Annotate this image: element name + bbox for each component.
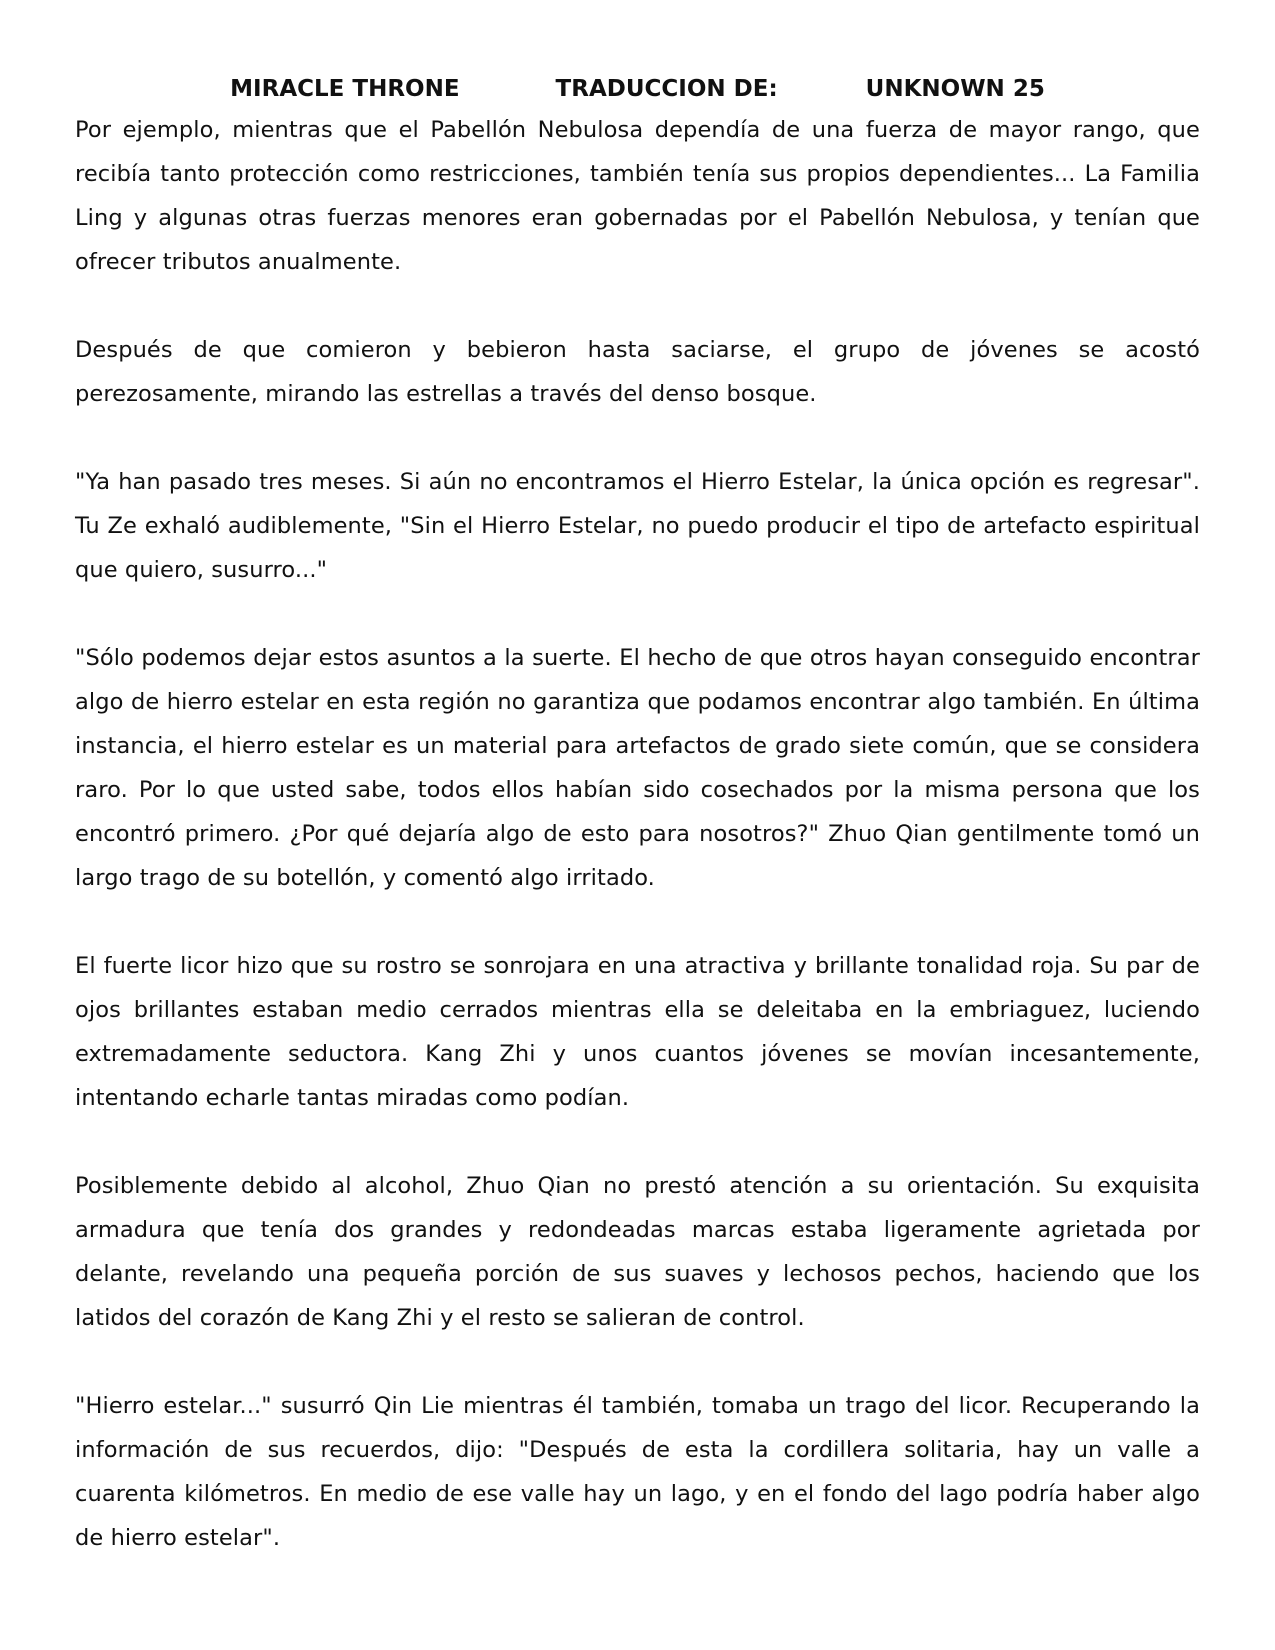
paragraph-3: "Ya han pasado tres meses. Si aún no encontramos el Hierro Estelar, la única opción es regresar". Tu Ze exhaló audiblemente, "Sin el Hierro Estelar, no puedo producir el tipo de artefacto espiritual que quiero, susurro..." bbox=[75, 469, 1200, 583]
page-header bbox=[75, 70, 1200, 108]
paragraph-2: Después de que comieron y bebieron hasta saciarse, el grupo de jóvenes se acostó perezosamente, mirando las estrellas a través del denso bosque. bbox=[75, 337, 1200, 407]
paragraph-5: El fuerte licor hizo que su rostro se sonrojara en una atractiva y brillante tonalidad roja. Su par de ojos brillantes estaban medio cerrados mientras ella se deleitaba en la embriaguez, luciendo extremadamente seductora. Kang Zhi y unos cuantos jóvenes se movían incesantemente, intentando echarle tantas miradas como podían. bbox=[75, 953, 1200, 1111]
document-page bbox=[75, 70, 1200, 1604]
paragraph-4: "Sólo podemos dejar estos asuntos a la suerte. El hecho de que otros hayan conseguido encontrar algo de hierro estelar en esta región no garantiza que podamos encontrar algo también. En última instancia, el hierro estelar es un material para artefactos de grado siete común, que se considera raro. Por lo que usted sabe, todos ellos habían sido cosechados por la misma persona que los encontró primero. ¿Por qué dejaría algo de esto para nosotros?" Zhuo Qian gentilmente tomó un largo trago de su botellón, y comentó algo irritado. bbox=[75, 645, 1200, 891]
paragraph-7: "Hierro estelar..." susurró Qin Lie mientras él también, tomaba un trago del licor. Recuperando la información de sus recuerdos, dijo: "Después de esta la cordillera solitaria, hay un valle a cuarenta kilómetros. En medio de ese valle hay un lago, y en el fondo del lago podría haber algo de hierro estelar". bbox=[75, 1393, 1200, 1551]
paragraph-1: Por ejemplo, mientras que el Pabellón Nebulosa dependía de una fuerza de mayor rango, que recibía tanto protección como restricciones, también tenía sus propios dependientes... La Familia Ling y algunas otras fuerzas menores eran gobernadas por el Pabellón Nebulosa, y tenían que ofrecer tributos anualmente. bbox=[75, 117, 1200, 275]
novel-title: MIRACLE THRONE bbox=[230, 76, 460, 102]
translation-label: TRADUCCION DE: bbox=[555, 76, 778, 102]
paragraph-6: Posiblemente debido al alcohol, Zhuo Qian no prestó atención a su orientación. Su exquisita armadura que tenía dos grandes y redondeadas marcas estaba ligeramente agrietada por delante, revelando una pequeña porción de sus suaves y lechosos pechos, haciendo que los latidos del corazón de Kang Zhi y el resto se salieran de control. bbox=[75, 1173, 1200, 1331]
translator-name: UNKNOWN 25 bbox=[865, 76, 1045, 102]
